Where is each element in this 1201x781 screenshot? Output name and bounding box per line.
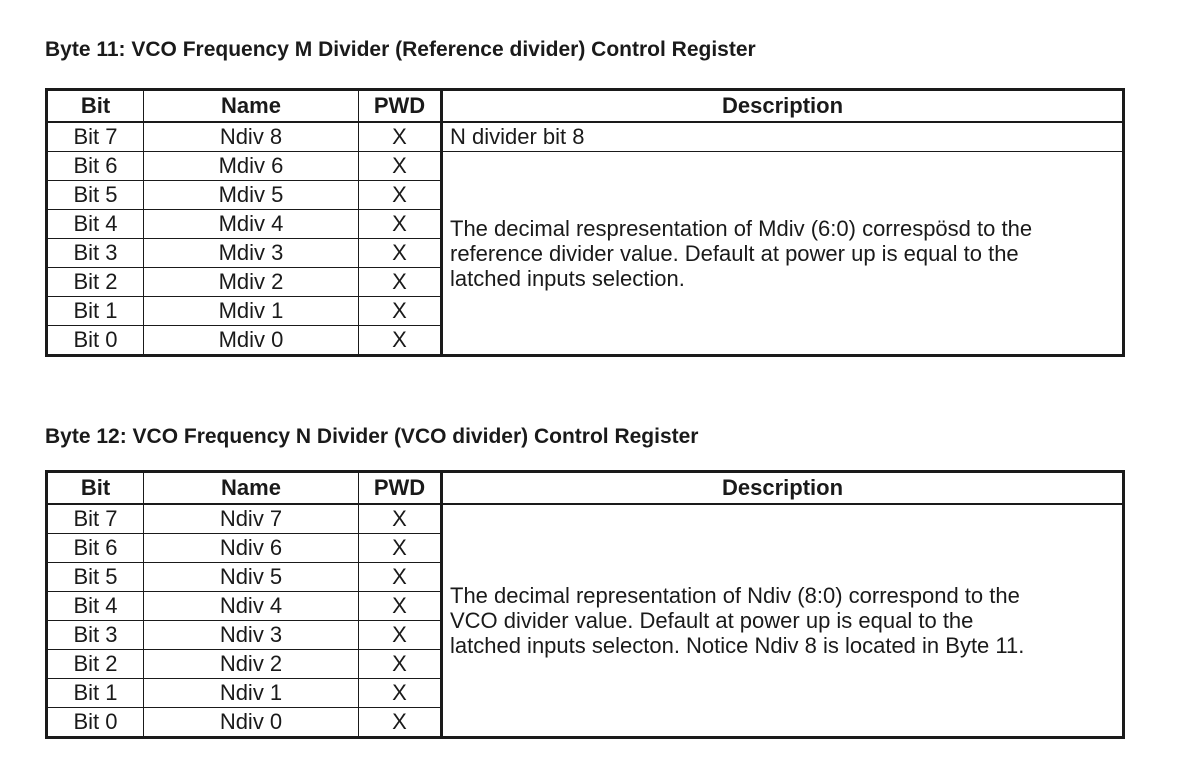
byte11-register-table xyxy=(45,88,1125,357)
pwd-cell: X xyxy=(359,679,442,708)
header-bit: Bit xyxy=(47,472,144,505)
table-header-row xyxy=(47,472,1124,505)
header-description: Description xyxy=(442,90,1124,123)
pwd-cell: X xyxy=(359,210,442,239)
pwd-cell: X xyxy=(359,268,442,297)
description-line: VCO divider value. Default at power up is equal to the xyxy=(450,608,974,633)
description-merged-cell xyxy=(442,504,1124,738)
description-line: reference divider value. Default at power up is equal to the xyxy=(450,240,1019,266)
bit-cell: Bit 3 xyxy=(47,239,144,268)
bit-cell: Bit 5 xyxy=(47,563,144,592)
name-cell: Ndiv 1 xyxy=(144,679,359,708)
byte12-register-table xyxy=(45,470,1125,739)
name-cell: Mdiv 6 xyxy=(144,152,359,181)
pwd-cell: X xyxy=(359,708,442,738)
name-cell: Mdiv 1 xyxy=(144,297,359,326)
name-cell: Mdiv 4 xyxy=(144,210,359,239)
bit-cell: Bit 1 xyxy=(47,679,144,708)
description-merged-cell xyxy=(442,152,1124,356)
pwd-cell: X xyxy=(359,592,442,621)
name-cell: Ndiv 3 xyxy=(144,621,359,650)
header-pwd: PWD xyxy=(359,472,442,505)
name-cell: Mdiv 0 xyxy=(144,326,359,356)
bit-cell: Bit 7 xyxy=(47,122,144,152)
name-cell: Ndiv 4 xyxy=(144,592,359,621)
description-line: The decimal respresentation of Mdiv (6:0) correspösd to the xyxy=(450,215,1033,241)
name-cell: Ndiv 5 xyxy=(144,563,359,592)
pwd-cell: X xyxy=(359,152,442,181)
pwd-cell: X xyxy=(359,122,442,152)
name-cell: Mdiv 3 xyxy=(144,239,359,268)
bit-cell: Bit 3 xyxy=(47,621,144,650)
bit-cell: Bit 0 xyxy=(47,326,144,356)
description-line: latched inputs selecton. Notice Ndiv 8 is located in Byte 11. xyxy=(450,633,1025,658)
header-description: Description xyxy=(442,472,1124,505)
pwd-cell: X xyxy=(359,239,442,268)
bit-cell: Bit 1 xyxy=(47,297,144,326)
byte12-title: Byte 12: VCO Frequency N Divider (VCO divider) Control Register xyxy=(45,425,699,448)
name-cell: Mdiv 2 xyxy=(144,268,359,297)
bit-cell: Bit 2 xyxy=(47,268,144,297)
table-row xyxy=(47,122,1124,152)
bit-cell: Bit 6 xyxy=(47,534,144,563)
name-cell: Ndiv 0 xyxy=(144,708,359,738)
pwd-cell: X xyxy=(359,181,442,210)
bit-cell: Bit 2 xyxy=(47,650,144,679)
pwd-cell: X xyxy=(359,650,442,679)
header-name: Name xyxy=(144,90,359,123)
bit-cell: Bit 0 xyxy=(47,708,144,738)
header-name: Name xyxy=(144,472,359,505)
header-bit: Bit xyxy=(47,90,144,123)
header-pwd: PWD xyxy=(359,90,442,123)
bit-cell: Bit 4 xyxy=(47,592,144,621)
table-row xyxy=(47,504,1124,534)
bit-cell: Bit 4 xyxy=(47,210,144,239)
bit-cell: Bit 5 xyxy=(47,181,144,210)
description-line: latched inputs selection. xyxy=(450,265,685,291)
description-cell: N divider bit 8 xyxy=(442,122,1124,152)
description-line: The decimal representation of Ndiv (8:0) correspond to the xyxy=(450,583,1020,608)
table-header-row xyxy=(47,90,1124,123)
pwd-cell: X xyxy=(359,621,442,650)
name-cell: Ndiv 7 xyxy=(144,504,359,534)
name-cell: Ndiv 8 xyxy=(144,122,359,152)
byte11-title: Byte 11: VCO Frequency M Divider (Reference divider) Control Register xyxy=(45,38,756,61)
pwd-cell: X xyxy=(359,563,442,592)
name-cell: Mdiv 5 xyxy=(144,181,359,210)
name-cell: Ndiv 2 xyxy=(144,650,359,679)
pwd-cell: X xyxy=(359,504,442,534)
pwd-cell: X xyxy=(359,297,442,326)
pwd-cell: X xyxy=(359,326,442,356)
pwd-cell: X xyxy=(359,534,442,563)
name-cell: Ndiv 6 xyxy=(144,534,359,563)
bit-cell: Bit 7 xyxy=(47,504,144,534)
table-row xyxy=(47,152,1124,181)
bit-cell: Bit 6 xyxy=(47,152,144,181)
